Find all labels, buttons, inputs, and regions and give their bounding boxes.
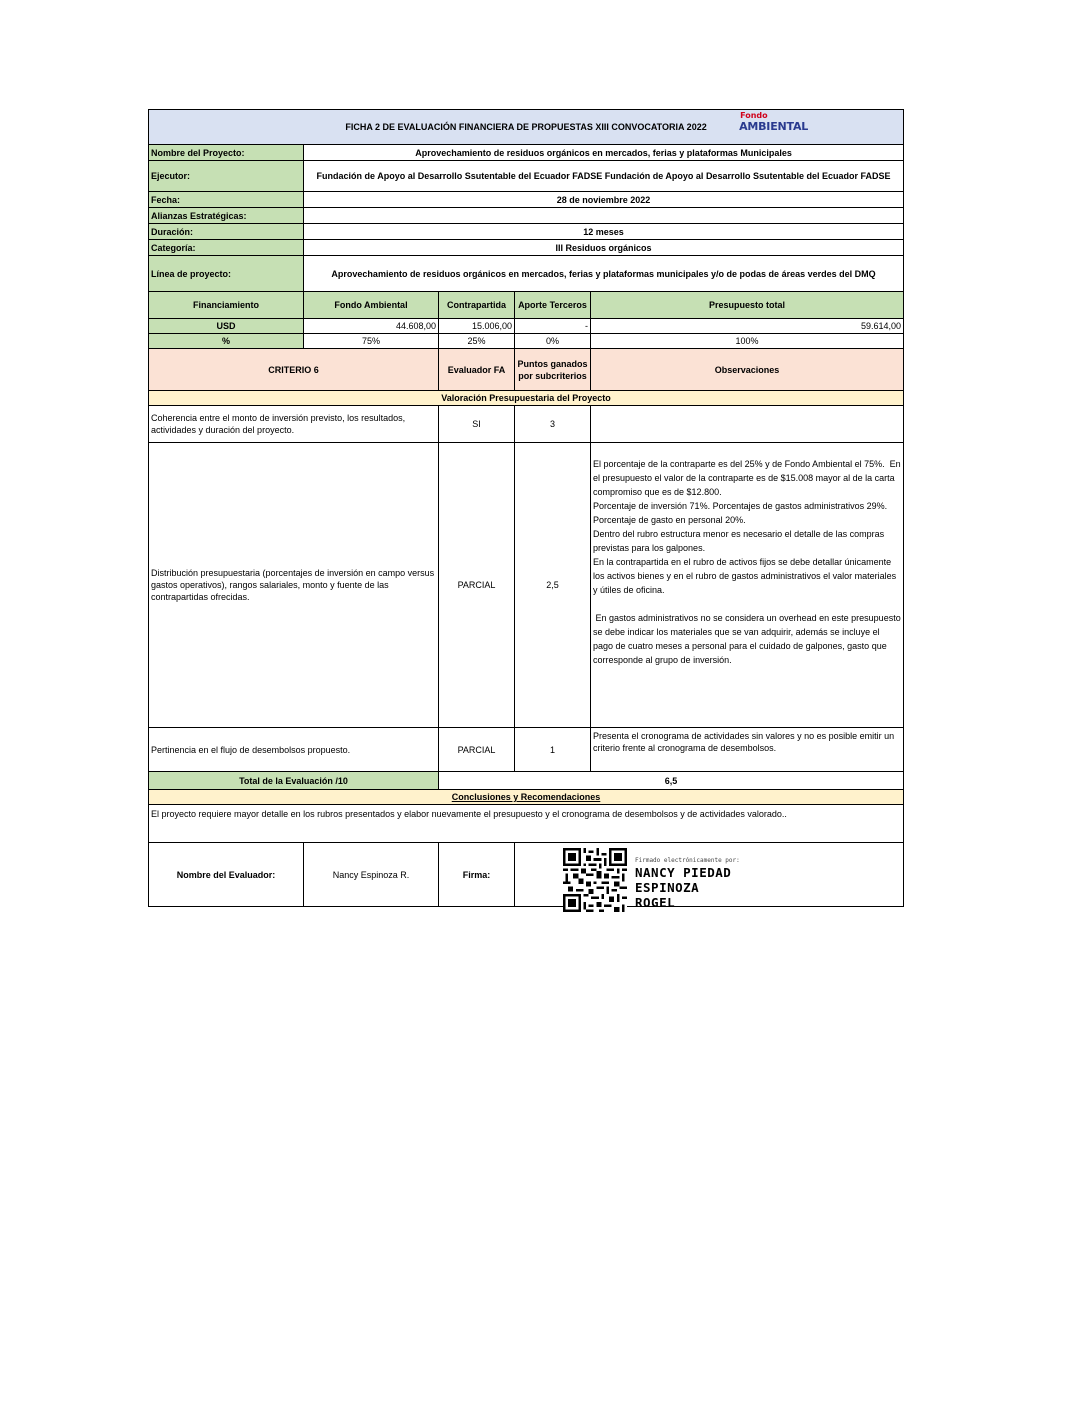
pct-aporte-terceros: 0% (515, 334, 591, 349)
project-name-label: Nombre del Proyecto: (149, 145, 304, 161)
usd-presupuesto-total: 59.614,00 (591, 319, 904, 334)
signer-name-line: ROGEL (635, 895, 676, 910)
fondo-ambiental-logo (739, 111, 809, 139)
sheet-title: FICHA 2 DE EVALUACIÓN FINANCIERA DE PROPUESTAS XIII CONVOCATORIA 2022 (345, 122, 707, 132)
logo-big-text: AMBIENTAL (739, 120, 809, 133)
executor-label: Ejecutor: (149, 161, 304, 192)
project-name-value: Aprovechamiento de residuos orgánicos en mercados, ferias y plataformas Municipales (304, 145, 904, 161)
criterion-points: 2,5 (515, 443, 591, 728)
signed-by-label: Firmado electrónicamente por: (635, 857, 740, 864)
points-header: Puntos ganados por subcriterios (515, 349, 591, 391)
criterion-observations (591, 443, 904, 728)
pct-presupuesto-total: 100% (591, 334, 904, 349)
conclusions-text: El proyecto requiere mayor detalle en los rubros presentados y elabor nuevamente el presupuesto y el cronograma de desembolsos y de actividades valorado.. (149, 805, 904, 843)
usd-fondo-ambiental: 44.608,00 (304, 319, 439, 334)
criterion-evaluation: PARCIAL (439, 728, 515, 772)
financing-header: Financiamiento (149, 292, 304, 319)
signature-cell (515, 843, 904, 910)
pct-fondo-ambiental: 75% (304, 334, 439, 349)
category-label: Categoría: (149, 240, 304, 256)
evaluation-sheet (148, 109, 903, 910)
alliances-value (304, 208, 904, 224)
evaluator-header: Evaluador FA (439, 349, 515, 391)
table-row (149, 728, 904, 772)
conclusions-heading: Conclusiones y Recomendaciones (149, 790, 904, 805)
sheet-title-cell (149, 110, 904, 145)
usd-label: USD (149, 319, 304, 334)
criterion-observations (591, 406, 904, 443)
criterion-text: Pertinencia en el flujo de desembolsos propuesto. (149, 728, 439, 772)
table-row (149, 443, 904, 728)
contrapartida-header: Contrapartida (439, 292, 515, 319)
criterion-points: 1 (515, 728, 591, 772)
aporte-terceros-header: Aporte Terceros (515, 292, 591, 319)
criterion-evaluation: PARCIAL (439, 443, 515, 728)
criterion-observations: Presenta el cronograma de actividades sin valores y no es posible emitir un criterio frente al cronograma de desembolsos. (591, 728, 904, 772)
evaluation-table (148, 109, 904, 910)
duration-value: 12 meses (304, 224, 904, 240)
criterion-text: Distribución presupuestaria (porcentajes de inversión en campo versus gastos operativos), rangos salariales, monto y fuente de las contrapartidas ofrecidas. (149, 443, 439, 728)
duration-label: Duración: (149, 224, 304, 240)
criterion-points: 3 (515, 406, 591, 443)
criterion-evaluation: SI (439, 406, 515, 443)
project-line-value: Aprovechamiento de residuos orgánicos en mercados, ferias y plataformas municipales y/o de podas de áreas verdes del DMQ (304, 256, 904, 292)
evaluator-name-value: Nancy Espinoza R. (304, 843, 439, 907)
executor-value: Fundación de Apoyo al Desarrollo Ssutentable del Ecuador FADSE Fundación de Apoyo al Desarrollo Ssutentable del Ecuador FADSE (304, 161, 904, 192)
alliances-label: Alianzas Estratégicas: (149, 208, 304, 224)
logo-small-text: Fondo (740, 111, 768, 120)
observations-header: Observaciones (591, 349, 904, 391)
total-value: 6,5 (439, 772, 904, 790)
date-label: Fecha: (149, 192, 304, 208)
electronic-signature (515, 843, 903, 910)
criterion-text: Coherencia entre el monto de inversión previsto, los resultados, actividades y duración del proyecto. (149, 406, 439, 443)
fondo-ambiental-header: Fondo Ambiental (304, 292, 439, 319)
pct-contrapartida: 25% (439, 334, 515, 349)
category-value: III Residuos orgánicos (304, 240, 904, 256)
total-label: Total de la Evaluación /10 (149, 772, 439, 790)
criterion-header: CRITERIO 6 (149, 349, 439, 391)
table-row (149, 406, 904, 443)
qr-code-icon (563, 848, 627, 912)
pct-label: % (149, 334, 304, 349)
observations-text: El porcentaje de la contraparte es del 25% y de Fondo Ambiental el 75%. En el presupuesto el valor de la contraparte es de $15.008 mayor al de la carta compromiso que es de $12.800. Porcentaje de inversión 71%. Porcentajes de gastos administrativos 29%. Porcentaje de gasto en personal 20%. Dentro del rubro estructura menor es necesario el detalle de las compras previstas para los galpones. En la contrapartida en el rubro de activos fijos se debe detallar únicamente los activos bienes y en el rubro de gastos administrativos el valor materiales y útiles de oficina. En gastos administrativos no se considera un overhead en este presupuesto se debe indicar los materiales que se van adquirir, además se incluye el pago de cuatro meses a personal para el cuidado de galpones, gasto que corresponde al grupo de inversión. (593, 459, 901, 665)
usd-aporte-terceros: - (515, 319, 591, 334)
signature-text (635, 857, 740, 910)
date-value: 28 de noviembre 2022 (304, 192, 904, 208)
project-line-label: Línea de proyecto: (149, 256, 304, 292)
evaluator-name-label: Nombre del Evaluador: (149, 843, 304, 907)
presupuesto-total-header: Presupuesto total (591, 292, 904, 319)
signer-name-line: ESPINOZA (635, 880, 700, 895)
signer-name-line: NANCY PIEDAD (635, 865, 732, 880)
usd-contrapartida: 15.006,00 (439, 319, 515, 334)
signature-label: Firma: (439, 843, 515, 907)
budget-section-heading: Valoración Presupuestaria del Proyecto (149, 391, 904, 406)
